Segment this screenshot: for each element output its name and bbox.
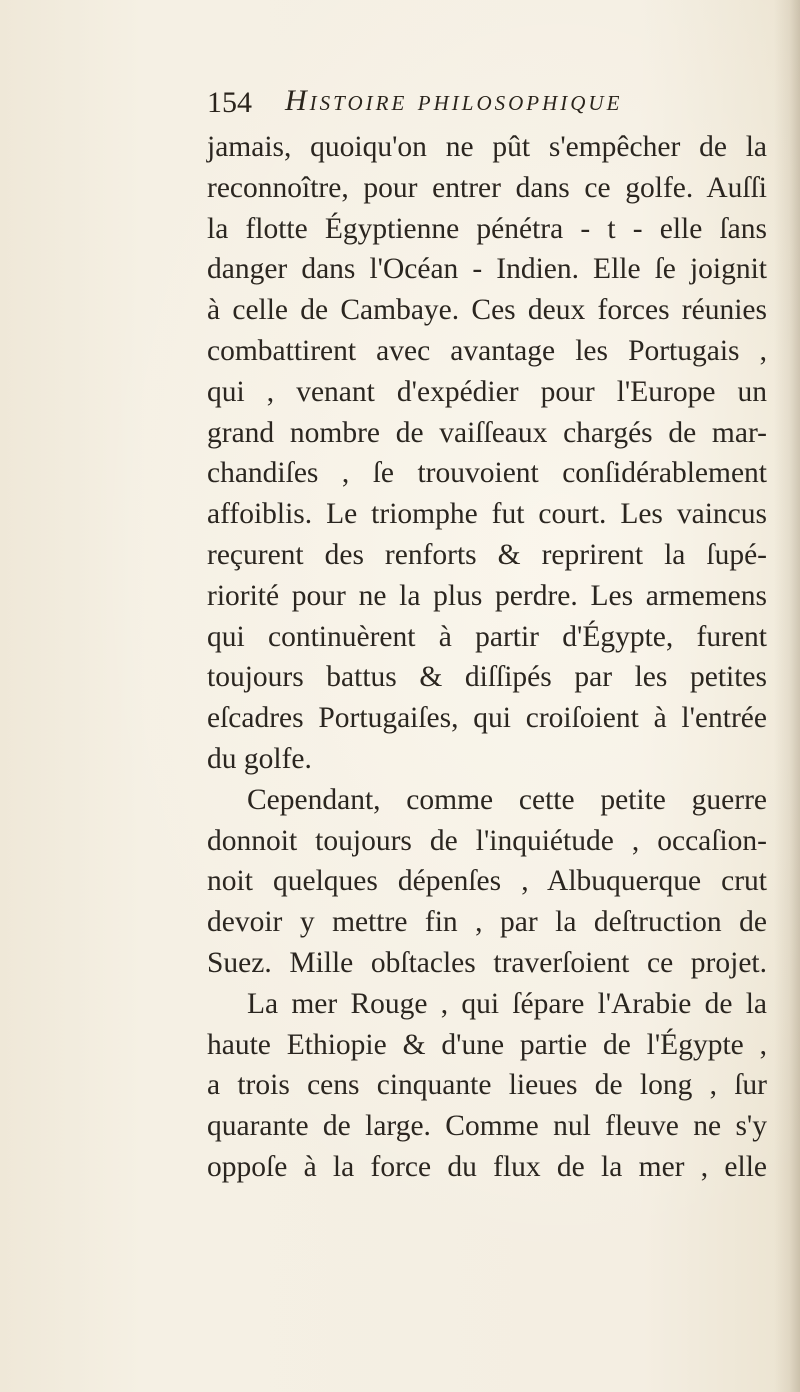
- body-text: [207, 127, 767, 1188]
- text-line: à celle de Cambaye. Ces deux forces réunies: [207, 294, 767, 327]
- text-line: riorité pour ne la plus perdre. Les armemens: [207, 579, 767, 612]
- text-line: Suez. Mille obſtacles traverſoient ce projet.: [207, 946, 767, 979]
- text-line: a trois cens cinquante lieues de long , ſur: [207, 1069, 767, 1102]
- text-line: jamais, quoiqu'on ne pût s'empêcher de la: [207, 131, 767, 163]
- text-line: qui continuèrent à partir d'Égypte, furent: [207, 620, 767, 653]
- page-header: [207, 80, 767, 130]
- text-line: eſcadres Portugaiſes, qui croiſoient à l'entrée: [207, 702, 767, 735]
- text-line: toujours battus & diſſipés par les petites: [207, 661, 767, 694]
- text-line: reçurent des renforts & reprirent la ſupé-: [207, 538, 767, 571]
- text-line: donnoit toujours de l'inquiétude , occaſion-: [207, 824, 767, 857]
- text-line: quarante de large. Comme nul fleuve ne s'y: [207, 1110, 767, 1143]
- text-line: chandiſes , ſe trouvoient conſidérablement: [207, 457, 767, 490]
- text-line: reconnoître, pour entrer dans ce golfe. Auſſi: [207, 171, 767, 204]
- text-line: la flotte Égyptienne pénétra - t - elle ſans: [207, 212, 767, 245]
- text-line: haute Ethiopie & d'une partie de l'Égypte ,: [207, 1028, 767, 1061]
- text-line: oppoſe à la force du flux de la mer , elle: [207, 1150, 767, 1183]
- text-line: affoiblis. Le triomphe fut court. Les vaincus: [207, 498, 767, 531]
- page-number: 154: [207, 86, 252, 119]
- text-line: danger dans l'Océan - Indien. Elle ſe joignit: [207, 253, 767, 286]
- paragraph-start-line: Cependant, comme cette petite guerre: [247, 783, 767, 816]
- text-line: grand nombre de vaiſſeaux chargés de mar-: [207, 416, 767, 449]
- text-line: devoir y mettre fin , par la deſtruction de: [207, 906, 767, 939]
- text-line: noit quelques dépenſes , Albuquerque crut: [207, 865, 767, 898]
- text-line: combattirent avec avantage les Portugais ,: [207, 334, 767, 367]
- text-line: qui , venant d'expédier pour l'Europe un: [207, 375, 767, 408]
- text-line: La mer Rouge , qui ſépare l'Arabie de la: [247, 987, 767, 1020]
- text-line: du golfe.: [207, 742, 312, 775]
- page-edge-shadow: [774, 0, 800, 1392]
- running-head: Histoire philosophique: [285, 84, 623, 117]
